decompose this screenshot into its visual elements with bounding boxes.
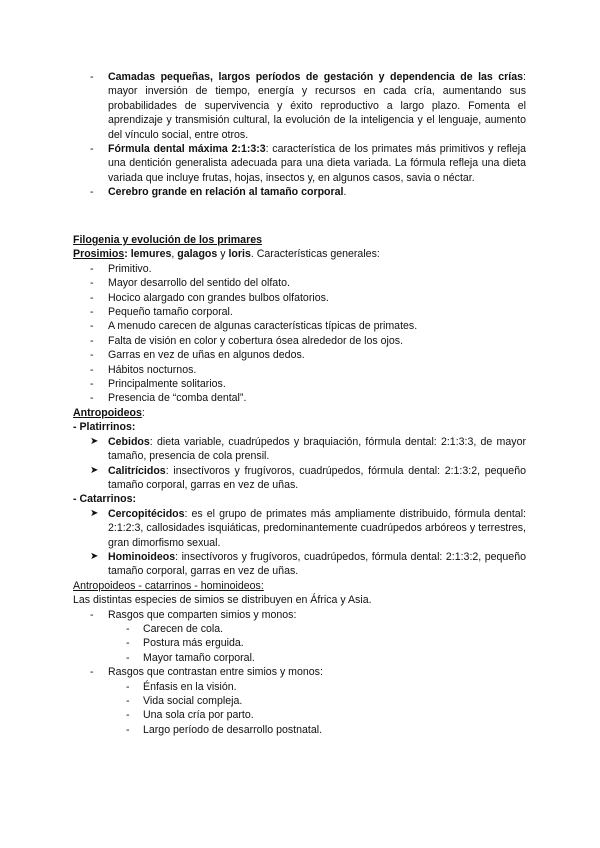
section-title: Filogenia y evolución de los primares <box>73 234 262 246</box>
sub-list-item: - Una sola cría por parto. <box>126 709 254 722</box>
arrow-bullet-icon: ➤ <box>90 464 99 476</box>
list-item: - Pequeño tamaño corporal. <box>90 306 233 319</box>
list-item: - Principalmente solitarios. <box>90 378 226 391</box>
platirrinos-heading: - Platirrinos: <box>73 421 136 434</box>
bullet-text: : mayor inversión de tiempo, energía y recursos en cada cría, aumentando sus probabilidades de supervivencia y éxito reproductivo a largo plazo. Fomenta el aprendizaje y transmisión cultural, la evolución de la inteligencia y el lenguaje, aumento del vínculo social, entre otros. <box>108 71 526 141</box>
list-item: - Rasgos que comparten simios y monos: <box>90 608 297 621</box>
prosimios-heading: Prosimios: lemures, galagos y loris. Características generales: <box>73 248 380 261</box>
bullet-bold: Fórmula dental máxima 2:1:3:3 <box>108 143 266 156</box>
sub-list-item: - Mayor tamaño corporal. <box>126 651 255 664</box>
sub-list-item: - Vida social compleja. <box>126 695 243 707</box>
intro-section <box>0 70 600 200</box>
list-item: - Fórmula dental máxima 2:1:3:3: característica de los primates más primitivos y refleja una dentición generalista adecuada para una dieta variada. La fórmula refleja una dieta variada que incluye frutas, hojas, insectos y, en algunos casos, savia o néctar. <box>90 143 526 184</box>
bullet-text: : característica de los primates más primitivos y refleja una dentición generalista adecuada para una dieta variada. La fórmula refleja una dieta variada que incluye frutas, hojas, insectos y, en algunos casos, savia o néctar. <box>108 143 526 184</box>
catarrinos-heading: - Catarrinos: <box>73 493 136 506</box>
arrow-bullet-icon: ➤ <box>90 550 99 562</box>
list-item: ➤ Cercopitécidos: es el grupo de primates más ampliamente distribuido, fórmula dental: 2:1:2:3, callosidades isquiáticas, predominantemente cuadrúpedos arbóreos y terrestres, gran dimorfismo sexual. <box>90 507 526 549</box>
bullet-text: . <box>343 186 347 199</box>
section-intro: Las distintas especies de simios se distribuyen en África y Asia. <box>73 594 372 607</box>
list-item: - Primitivo. <box>90 262 152 275</box>
list-item: - Camadas pequeñas, largos períodos de gestación y dependencia de las crías: mayor inversión de tiempo, energía y recursos en cada cría, aumentando sus probabilidades de supervivencia y éxito reproductivo a largo plazo. Fomenta el aprendizaje y transmisión cultural, la evolución de la inteligencia y el lenguaje, aumento del vínculo social, entre otros. <box>90 71 526 141</box>
antropoideos-heading: Antropoideos: <box>73 406 145 419</box>
sub-list-item: - Postura más erguida. <box>126 637 244 650</box>
arrow-bullet-icon: ➤ <box>90 507 99 519</box>
list-item: - Hábitos nocturnos. <box>90 363 197 376</box>
list-item: ➤ Hominoideos: insectívoros y frugívoros, cuadrúpedos, fórmula dental: 2:1:3:2, pequeño tamaño corporal, garras en vez de uñas. <box>90 550 526 578</box>
list-item: - Falta de visión en color y cobertura ósea alrededor de los ojos. <box>90 334 404 347</box>
bullet-bold: Cerebro grande en relación al tamaño corporal <box>108 186 344 199</box>
filogenia-section <box>0 233 600 737</box>
list-item: ➤ Calitrícidos: insectívoros y frugívoros, cuadrúpedos, fórmula dental: 2:1:3:2, pequeño tamaño corporal, garras en vez de uñas. <box>90 464 526 491</box>
list-item: - A menudo carecen de algunas características típicas de primates. <box>90 320 418 333</box>
list-item: - Rasgos que contrastan entre simios y monos: <box>90 666 323 679</box>
list-item: - Garras en vez de uñas en algunos dedos. <box>90 349 305 362</box>
arrow-bullet-icon: ➤ <box>90 435 99 447</box>
list-item: - Presencia de “comba dental”. <box>90 392 247 405</box>
sub-list-item: - Carecen de cola. <box>126 622 224 635</box>
hominoideos-section-title: Antropoideos - catarrinos - hominoideos: <box>73 579 264 592</box>
list-item: - Hocico alargado con grandes bulbos olfatorios. <box>90 291 329 304</box>
sub-list-item: - Largo período de desarrollo postnatal. <box>126 723 323 736</box>
list-item: - Mayor desarrollo del sentido del olfato. <box>90 277 290 290</box>
list-item: - Cerebro grande en relación al tamaño corporal. <box>90 186 347 199</box>
sub-list-item: - Énfasis en la visión. <box>126 680 237 693</box>
bullet-bold: Camadas pequeñas, largos períodos de gestación y dependencia de las crías <box>108 71 524 83</box>
list-item: ➤ Cebidos: dieta variable, cuadrúpedos y braquiación, fórmula dental: 2:1:3:3, de mayor tamaño, presencia de cola prensil. <box>90 435 526 463</box>
